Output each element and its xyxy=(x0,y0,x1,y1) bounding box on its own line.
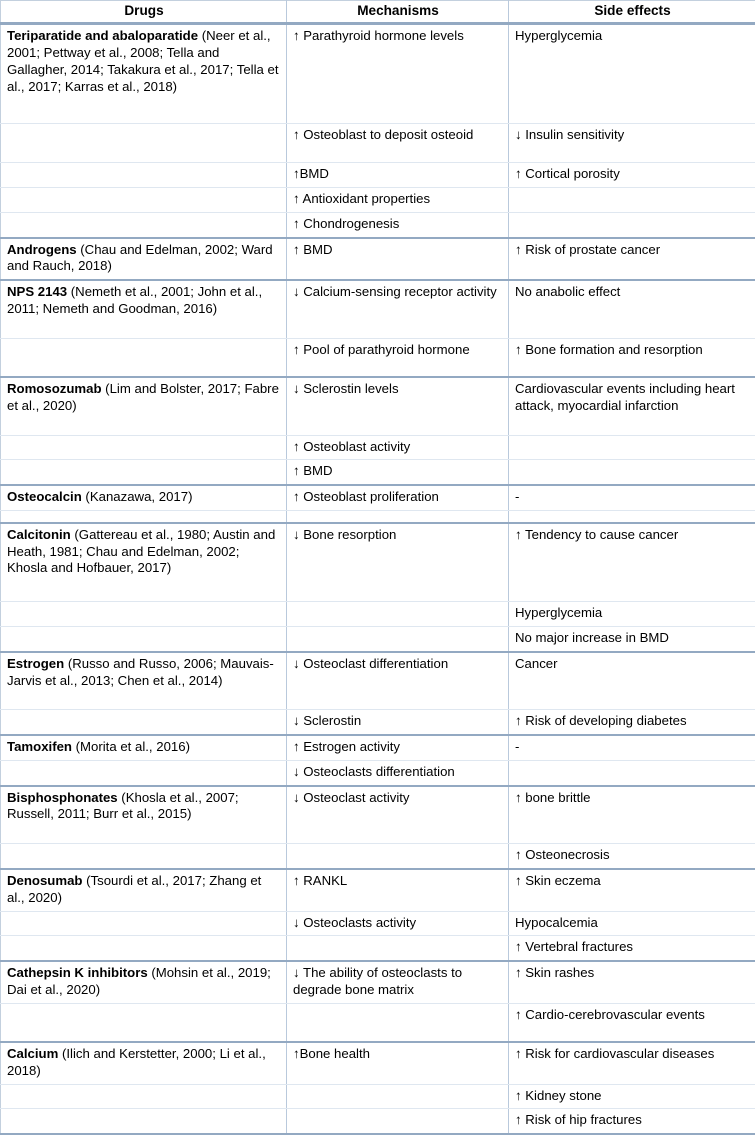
cell-side-effect xyxy=(509,869,755,911)
empty-cell xyxy=(7,1112,281,1113)
cell-mechanism xyxy=(287,523,509,602)
cell-drug xyxy=(1,961,287,1003)
cell-side-effect xyxy=(509,786,755,844)
mechanism-text: ↓ Calcium-sensing receptor activity xyxy=(293,284,497,299)
cell-drug xyxy=(1,435,287,460)
mechanism-text: ↓ Sclerostin levels xyxy=(293,381,399,396)
drug-references: (Kanazawa, 2017) xyxy=(82,489,193,504)
cell-side-effect xyxy=(509,485,755,510)
empty-cell xyxy=(515,216,750,217)
mechanism-text: ↓ Osteoclasts differentiation xyxy=(293,764,455,779)
table-row xyxy=(1,1109,755,1134)
cell-side-effect xyxy=(509,212,755,237)
cell-mechanism xyxy=(287,24,509,124)
empty-cell xyxy=(7,605,281,606)
cell-mechanism xyxy=(287,188,509,213)
empty-cell xyxy=(7,630,281,631)
drug-name: Teriparatide and abaloparatide xyxy=(7,28,198,43)
mechanism-text: ↑ Osteoblast activity xyxy=(293,439,410,454)
cell-mechanism xyxy=(287,786,509,844)
table-row xyxy=(1,961,755,1003)
empty-cell xyxy=(7,915,281,916)
drug-references: (Neer et al., 2001; Pettway et al., 2008; Tella and Gallagher, 2014; Takakura et al., 2017; Tella et al., 2017; Karras et al., 2018) xyxy=(7,28,279,93)
empty-cell xyxy=(7,216,281,217)
mechanism-text: ↑ Chondrogenesis xyxy=(293,216,399,231)
cell-mechanism xyxy=(287,936,509,961)
cell-mechanism xyxy=(287,652,509,710)
empty-cell xyxy=(515,463,750,464)
empty-cell xyxy=(293,605,503,606)
mechanism-text: ↑ Osteoblast proliferation xyxy=(293,489,439,504)
cell-mechanism xyxy=(287,238,509,281)
empty-cell xyxy=(293,847,503,848)
table-row xyxy=(1,869,755,911)
cell-side-effect xyxy=(509,936,755,961)
table-row xyxy=(1,485,755,510)
drug-references: (Morita et al., 2016) xyxy=(72,739,190,754)
cell-mechanism xyxy=(287,911,509,936)
cell-drug xyxy=(1,338,287,377)
cell-drug xyxy=(1,24,287,124)
empty-cell xyxy=(7,439,281,440)
empty-cell xyxy=(7,342,281,343)
table-body xyxy=(1,24,755,1134)
cell-mechanism xyxy=(287,338,509,377)
side-effect-text: ↓ Insulin sensitivity xyxy=(515,127,624,142)
drug-references: (Ilich and Kerstetter, 2000; Li et al., 2018) xyxy=(7,1046,266,1078)
cell-mechanism xyxy=(287,1042,509,1084)
drug-name: Calcium xyxy=(7,1046,58,1061)
cell-mechanism xyxy=(287,212,509,237)
cell-side-effect xyxy=(509,1003,755,1042)
cell-mechanism xyxy=(287,602,509,627)
header-row xyxy=(1,1,755,24)
cell-drug xyxy=(1,280,287,338)
cell-side-effect xyxy=(509,1109,755,1134)
mechanism-text: ↓ Osteoclast differentiation xyxy=(293,656,448,671)
drug-references: (Mohsin et al., 2019; Dai et al., 2020) xyxy=(7,965,271,997)
drug-name: Romosozumab xyxy=(7,381,102,396)
cell-drug xyxy=(1,460,287,485)
mechanism-text: ↑ Antioxidant properties xyxy=(293,191,430,206)
cell-drug xyxy=(1,627,287,652)
table-row xyxy=(1,1084,755,1109)
cell-drug xyxy=(1,652,287,710)
empty-cell xyxy=(293,1088,503,1089)
side-effect-text: ↑ Vertebral fractures xyxy=(515,939,633,954)
mechanism-text: ↑ Osteoblast to deposit osteoid xyxy=(293,127,473,142)
side-effect-text: ↑ Kidney stone xyxy=(515,1088,602,1103)
cell-side-effect xyxy=(509,735,755,760)
table-spacer-row xyxy=(1,510,755,523)
cell-drug xyxy=(1,124,287,163)
cell-drug xyxy=(1,188,287,213)
table-row xyxy=(1,163,755,188)
side-effect-text: No anabolic effect xyxy=(515,284,620,299)
cell-mechanism xyxy=(287,377,509,435)
empty-cell xyxy=(293,1112,503,1113)
cell-drug xyxy=(1,760,287,785)
mechanism-text: ↓ Osteoclast activity xyxy=(293,790,410,805)
side-effect-text: - xyxy=(515,739,519,754)
cell-side-effect xyxy=(509,652,755,710)
empty-cell xyxy=(7,847,281,848)
cell-mechanism xyxy=(287,760,509,785)
cell-drug xyxy=(1,786,287,844)
table-row xyxy=(1,377,755,435)
drug-references: (Lim and Bolster, 2017; Fabre et al., 2020) xyxy=(7,381,279,413)
mechanism-text: ↑Bone health xyxy=(293,1046,370,1061)
mechanism-text: ↑ BMD xyxy=(293,242,333,257)
drug-references: (Nemeth et al., 2001; John et al., 2011; Nemeth and Goodman, 2016) xyxy=(7,284,262,316)
empty-cell xyxy=(7,191,281,192)
cell-drug xyxy=(1,735,287,760)
table-row xyxy=(1,652,755,710)
cell-mechanism xyxy=(287,124,509,163)
cell-mechanism xyxy=(287,163,509,188)
side-effect-text: Cancer xyxy=(515,656,558,671)
cell-drug xyxy=(1,1003,287,1042)
cell-side-effect xyxy=(509,435,755,460)
table-row xyxy=(1,627,755,652)
empty-cell xyxy=(293,630,503,631)
mechanism-text: ↑ RANKL xyxy=(293,873,347,888)
cell-mechanism xyxy=(287,485,509,510)
empty-cell xyxy=(293,511,503,512)
cell-drug xyxy=(1,869,287,911)
drug-name: Bisphosphonates xyxy=(7,790,118,805)
drug-name: Tamoxifen xyxy=(7,739,72,754)
side-effect-text: ↑ Risk of hip fractures xyxy=(515,1112,642,1127)
side-effect-text: ↑ Risk for cardiovascular diseases xyxy=(515,1046,714,1061)
mechanism-text: ↓ Sclerostin xyxy=(293,713,361,728)
cell-drug xyxy=(1,523,287,602)
table-row xyxy=(1,124,755,163)
side-effect-text: ↑ Bone formation and resorption xyxy=(515,342,703,357)
cell-drug xyxy=(1,510,287,523)
column-header-side-effects: Side effects xyxy=(509,1,755,24)
cell-side-effect xyxy=(509,523,755,602)
drug-references: (Khosla et al., 2007; Russell, 2011; Burr et al., 2015) xyxy=(7,790,239,822)
cell-mechanism xyxy=(287,1084,509,1109)
drug-references: (Russo and Russo, 2006; Mauvais-Jarvis et al., 2013; Chen et al., 2014) xyxy=(7,656,274,688)
cell-mechanism xyxy=(287,1109,509,1134)
drug-name: Cathepsin K inhibitors xyxy=(7,965,148,980)
table-row xyxy=(1,735,755,760)
empty-cell xyxy=(7,166,281,167)
cell-mechanism xyxy=(287,435,509,460)
drug-references: (Gattereau et al., 1980; Austin and Heath, 1981; Chau and Edelman, 2002; Khosla and Hofbauer, 2017) xyxy=(7,527,275,576)
side-effect-text: ↑ Osteonecrosis xyxy=(515,847,610,862)
side-effect-text: ↑ Tendency to cause cancer xyxy=(515,527,678,542)
table-row xyxy=(1,460,755,485)
table-row xyxy=(1,1003,755,1042)
cell-mechanism xyxy=(287,1003,509,1042)
table-row xyxy=(1,602,755,627)
cell-drug xyxy=(1,485,287,510)
empty-cell xyxy=(7,463,281,464)
cell-drug xyxy=(1,238,287,281)
side-effect-text: ↑ Risk of prostate cancer xyxy=(515,242,660,257)
side-effect-text: No major increase in BMD xyxy=(515,630,669,645)
cell-drug xyxy=(1,1042,287,1084)
mechanism-text: ↑ Pool of parathyroid hormone xyxy=(293,342,470,357)
empty-cell xyxy=(293,939,503,940)
side-effect-text: ↑ Cortical porosity xyxy=(515,166,620,181)
side-effect-text: ↑ Skin eczema xyxy=(515,873,601,888)
table-row xyxy=(1,24,755,124)
mechanism-text: ↓ Osteoclasts activity xyxy=(293,915,416,930)
empty-cell xyxy=(7,713,281,714)
mechanism-text: ↑ Estrogen activity xyxy=(293,739,400,754)
cell-mechanism xyxy=(287,627,509,652)
side-effect-text: ↑ Risk of developing diabetes xyxy=(515,713,687,728)
empty-cell xyxy=(515,511,750,512)
empty-cell xyxy=(515,191,750,192)
cell-drug xyxy=(1,911,287,936)
side-effect-text: Hypocalcemia xyxy=(515,915,598,930)
side-effect-text: - xyxy=(515,489,519,504)
empty-cell xyxy=(7,1088,281,1089)
cell-side-effect xyxy=(509,602,755,627)
drug-references: (Chau and Edelman, 2002; Ward and Rauch, 2018) xyxy=(7,242,273,274)
empty-cell xyxy=(7,511,281,512)
mechanism-text: ↓ The ability of osteoclasts to degrade bone matrix xyxy=(293,965,462,997)
cell-drug xyxy=(1,1084,287,1109)
cell-side-effect xyxy=(509,238,755,281)
empty-cell xyxy=(7,939,281,940)
cell-side-effect xyxy=(509,377,755,435)
table-row xyxy=(1,523,755,602)
cell-drug xyxy=(1,377,287,435)
side-effect-text: Hyperglycemia xyxy=(515,605,602,620)
cell-side-effect xyxy=(509,961,755,1003)
table-row xyxy=(1,212,755,237)
side-effect-text: ↑ Skin rashes xyxy=(515,965,594,980)
side-effect-text: ↑ bone brittle xyxy=(515,790,591,805)
drug-name: Calcitonin xyxy=(7,527,71,542)
table-row xyxy=(1,786,755,844)
table-row xyxy=(1,1042,755,1084)
empty-cell xyxy=(515,764,750,765)
table-row xyxy=(1,188,755,213)
side-effect-text: Hyperglycemia xyxy=(515,28,602,43)
cell-drug xyxy=(1,212,287,237)
table-row xyxy=(1,760,755,785)
cell-mechanism xyxy=(287,735,509,760)
table-row xyxy=(1,911,755,936)
cell-mechanism xyxy=(287,710,509,735)
drug-name: Estrogen xyxy=(7,656,64,671)
drug-name: Androgens xyxy=(7,242,77,257)
table-row xyxy=(1,710,755,735)
table-row xyxy=(1,936,755,961)
table-row xyxy=(1,238,755,281)
column-header-drugs: Drugs xyxy=(1,1,287,24)
empty-cell xyxy=(7,764,281,765)
table-row xyxy=(1,338,755,377)
cell-side-effect xyxy=(509,24,755,124)
cell-side-effect xyxy=(509,280,755,338)
empty-cell xyxy=(293,1007,503,1008)
cell-side-effect xyxy=(509,124,755,163)
cell-mechanism xyxy=(287,961,509,1003)
drug-name: Osteocalcin xyxy=(7,489,82,504)
table-row xyxy=(1,280,755,338)
cell-side-effect xyxy=(509,844,755,869)
cell-mechanism xyxy=(287,460,509,485)
mechanism-text: ↑ BMD xyxy=(293,463,333,478)
cell-side-effect xyxy=(509,760,755,785)
cell-side-effect xyxy=(509,188,755,213)
cell-drug xyxy=(1,844,287,869)
cell-mechanism xyxy=(287,510,509,523)
cell-side-effect xyxy=(509,1042,755,1084)
empty-cell xyxy=(515,439,750,440)
drug-name: Denosumab xyxy=(7,873,82,888)
cell-side-effect xyxy=(509,338,755,377)
cell-mechanism xyxy=(287,280,509,338)
cell-drug xyxy=(1,936,287,961)
table-header xyxy=(1,1,755,24)
cell-mechanism xyxy=(287,844,509,869)
cell-mechanism xyxy=(287,869,509,911)
mechanism-text: ↓ Bone resorption xyxy=(293,527,396,542)
cell-drug xyxy=(1,1109,287,1134)
cell-side-effect xyxy=(509,510,755,523)
cell-side-effect xyxy=(509,911,755,936)
empty-cell xyxy=(7,127,281,128)
side-effect-text: Cardiovascular events including heart attack, myocardial infarction xyxy=(515,381,735,413)
empty-cell xyxy=(7,1007,281,1008)
cell-side-effect xyxy=(509,627,755,652)
cell-side-effect xyxy=(509,163,755,188)
cell-drug xyxy=(1,710,287,735)
table-row xyxy=(1,435,755,460)
cell-drug xyxy=(1,602,287,627)
drug-references: (Tsourdi et al., 2017; Zhang et al., 2020) xyxy=(7,873,261,905)
cell-side-effect xyxy=(509,710,755,735)
mechanism-text: ↑ Parathyroid hormone levels xyxy=(293,28,464,43)
cell-side-effect xyxy=(509,1084,755,1109)
mechanism-text: ↑BMD xyxy=(293,166,329,181)
cell-side-effect xyxy=(509,460,755,485)
side-effect-text: ↑ Cardio-cerebrovascular events xyxy=(515,1007,705,1022)
cell-drug xyxy=(1,163,287,188)
column-header-mechanisms: Mechanisms xyxy=(287,1,509,24)
drug-name: NPS 2143 xyxy=(7,284,67,299)
table-row xyxy=(1,844,755,869)
